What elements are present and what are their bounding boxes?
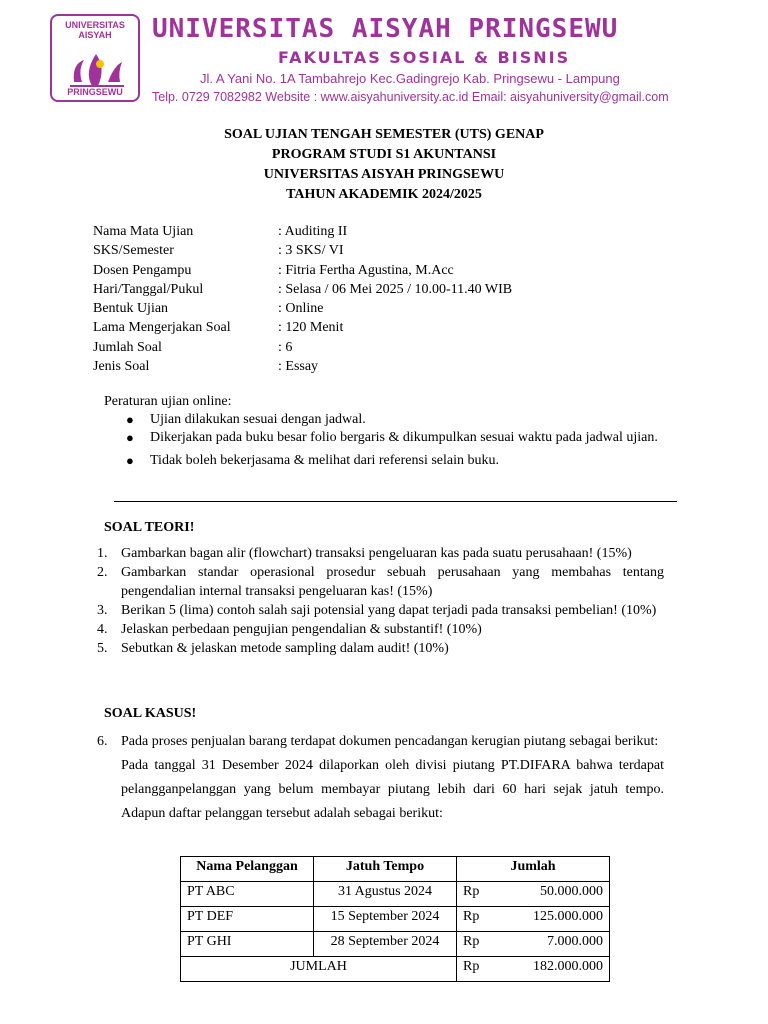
contact-line: Telp. 0729 7082982 Website : www.aisyahuniversity.ac.id Email: aisyahuniversity@gmail.com: [152, 90, 669, 104]
theory-heading: SOAL TEORI!: [104, 520, 195, 535]
customer-name: PT GHI: [181, 932, 314, 957]
customer-name: PT DEF: [181, 907, 314, 932]
due-date: 31 Agustus 2024: [314, 882, 457, 907]
amount: 7.000.000: [547, 934, 603, 949]
question-item: [93, 639, 664, 658]
info-row: [93, 280, 593, 299]
info-value: : 120 Menit: [278, 320, 344, 336]
bullet-icon: ●: [126, 412, 134, 427]
case-question: [93, 730, 664, 826]
case-paragraph: Pada tanggal 31 Desember 2024 dilaporkan oleh divisi piutang PT.DIFARA bahwa terdapat pelangganpelanggan yang belum membayar piutang lebih dari 60 hari sejak jatuh tempo. Adapun daftar pelanggan tersebut adalah sebagai berikut:: [121, 758, 664, 821]
document-title: [0, 125, 768, 205]
question-number: 5.: [97, 641, 108, 656]
info-label: Nama Mata Ujian: [93, 224, 194, 239]
question-number: 2.: [97, 565, 108, 580]
info-label: Lama Mengerjakan Soal: [93, 320, 231, 336]
question-item: [93, 563, 664, 601]
exam-info: [93, 222, 593, 376]
info-label: Dosen Pengampu: [93, 262, 192, 278]
currency: Rp: [463, 959, 480, 974]
info-value: : Online: [278, 301, 324, 317]
info-value: : Auditing II: [278, 224, 348, 239]
amount-cell: [457, 957, 610, 982]
column-header: Nama Pelanggan: [181, 857, 314, 882]
due-date: 15 September 2024: [314, 907, 457, 932]
info-row: [93, 338, 593, 357]
info-row: [93, 318, 593, 337]
info-value: : 3 SKS/ VI: [278, 243, 344, 259]
info-label: Hari/Tanggal/Pukul: [93, 281, 204, 297]
bullet-icon: ●: [126, 430, 134, 445]
info-value: : Essay: [278, 359, 319, 375]
rule-text: Ujian dilakukan sesuai dengan jadwal.: [150, 412, 366, 427]
info-label: Jumlah Soal: [93, 339, 162, 355]
info-row: [93, 241, 593, 260]
column-header: Jumlah: [457, 857, 610, 882]
faculty-name: FAKULTAS SOSIAL & BISNIS: [278, 48, 571, 67]
info-label: Jenis Soal: [93, 359, 150, 375]
info-value: : Selasa / 06 Mei 2025 / 10.00-11.40 WIB: [278, 281, 513, 297]
currency: Rp: [463, 934, 480, 949]
logo-emblem-icon: [62, 42, 132, 90]
info-label: Bentuk Ujian: [93, 301, 169, 317]
case-heading: SOAL KASUS!: [104, 706, 197, 721]
question-number: 4.: [97, 622, 108, 637]
question-number: 3.: [97, 603, 108, 618]
rule-text: Tidak boleh bekerjasama & melihat dari referensi selain buku.: [150, 453, 499, 468]
customer-name: PT ABC: [181, 882, 314, 907]
amount-cell: [457, 907, 610, 932]
question-item: [93, 601, 664, 620]
title-line-4: TAHUN AKADEMIK 2024/2025: [286, 187, 482, 202]
table-row: [181, 882, 610, 907]
address-line: Jl. A Yani No. 1A Tambahrejo Kec.Gadingrejo Kab. Pringsewu - Lampung: [200, 71, 620, 86]
divider: [114, 501, 677, 502]
due-date: 28 September 2024: [314, 932, 457, 957]
amount-cell: [457, 932, 610, 957]
question-text: Gambarkan bagan alir (flowchart) transaksi pengeluaran kas pada suatu perusahaan! (15%): [121, 546, 632, 561]
rule-item: [104, 426, 674, 450]
logo-bottom-text: PRINGSEWU: [67, 87, 123, 97]
exam-rules: [104, 393, 674, 470]
table-row: [181, 932, 610, 957]
column-header: Jatuh Tempo: [314, 857, 457, 882]
logo-top-text: UNIVERSITAS AISYAH: [65, 20, 125, 40]
theory-questions: [93, 544, 664, 658]
question-text: Berikan 5 (lima) contoh salah saji potensial yang dapat terjadi pada transaksi pembelian! (10%): [121, 603, 657, 618]
info-row: [93, 261, 593, 280]
table-header-row: [181, 857, 610, 882]
title-line-3: UNIVERSITAS AISYAH PRINGSEWU: [263, 167, 505, 182]
table-total-row: [181, 957, 610, 982]
table-row: [181, 907, 610, 932]
question-text: Gambarkan standar operasional prosedur sebuah perusahaan yang membahas tentang pengendalian internal transaksi pengeluaran kas! (15%): [121, 565, 664, 599]
rule-text: Dikerjakan pada buku besar folio bergaris & dikumpulkan sesuai waktu pada jadwal ujian.: [150, 430, 658, 445]
info-row: [93, 299, 593, 318]
question-number: 1.: [97, 546, 108, 561]
question-text: Jelaskan perbedaan pengujian pengendalian & substantif! (10%): [121, 622, 482, 637]
university-name: UNIVERSITAS AISYAH PRINGSEWU: [152, 14, 619, 44]
currency: Rp: [463, 884, 480, 899]
question-number: 6.: [97, 734, 108, 749]
total-amount: 182.000.000: [533, 959, 603, 974]
info-label: SKS/Semester: [93, 243, 174, 259]
amount-cell: [457, 882, 610, 907]
rule-item: [104, 452, 674, 470]
question-item: [93, 620, 664, 639]
amount: 125.000.000: [533, 909, 603, 924]
question-text: Pada proses penjualan barang terdapat dokumen pencadangan kerugian piutang sebagai berikut:: [121, 734, 659, 749]
info-row: [93, 357, 593, 376]
total-label: JUMLAH: [181, 957, 457, 982]
title-line-1: SOAL UJIAN TENGAH SEMESTER (UTS) GENAP: [224, 127, 544, 142]
bullet-icon: ●: [126, 453, 134, 468]
title-line-2: PROGRAM STUDI S1 AKUNTANSI: [271, 147, 497, 162]
currency: Rp: [463, 909, 480, 924]
amount: 50.000.000: [540, 884, 603, 899]
question-item: [93, 730, 664, 754]
receivables-table: [180, 856, 610, 982]
question-item: [93, 544, 664, 563]
info-value: : Fitria Fertha Agustina, M.Acc: [278, 262, 454, 278]
question-text: Sebutkan & jelaskan metode sampling dalam audit! (10%): [121, 641, 449, 656]
info-value: : 6: [278, 339, 293, 355]
info-row: [93, 222, 593, 241]
rules-title: Peraturan ujian online:: [104, 394, 232, 409]
university-logo: [50, 14, 140, 102]
